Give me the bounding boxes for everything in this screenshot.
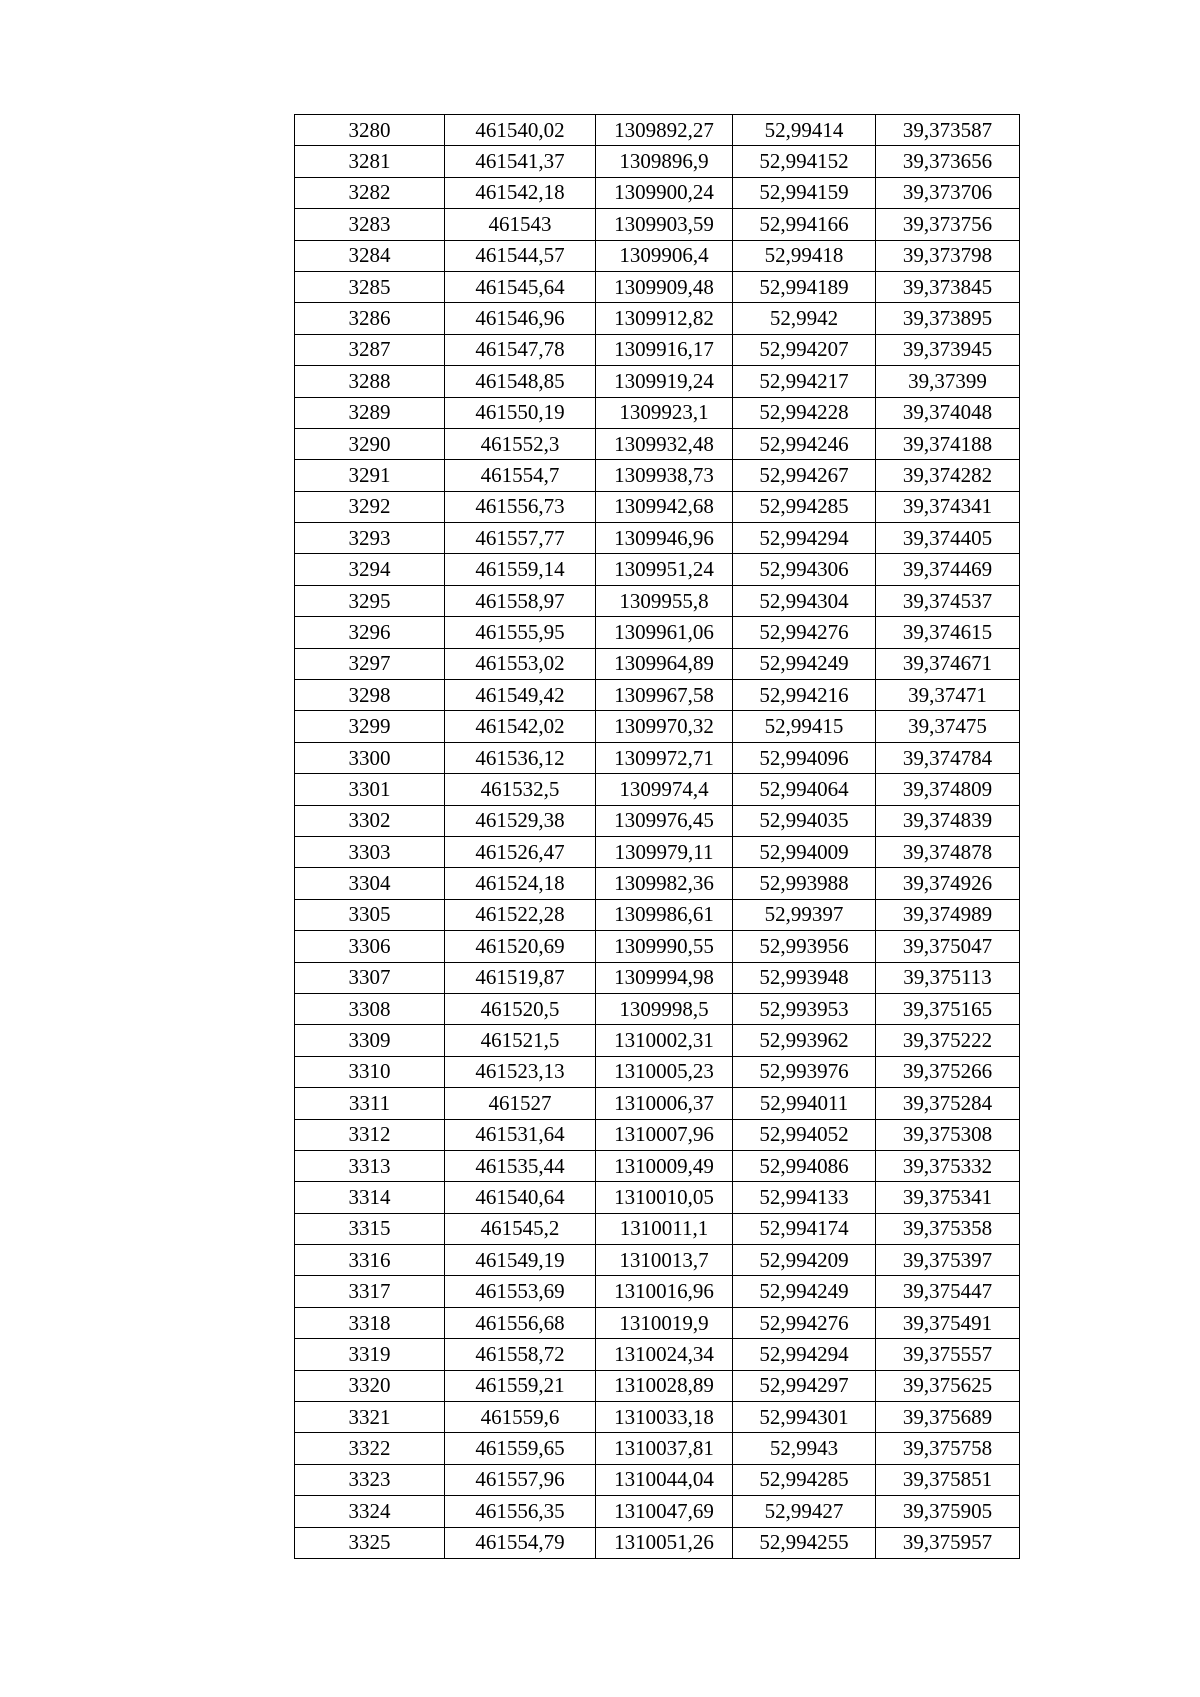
table-row xyxy=(295,742,1020,773)
x-coordinate-cell: 461558,72 xyxy=(445,1339,596,1370)
latitude-cell: 52,9943 xyxy=(733,1433,876,1464)
x-coordinate-cell: 461547,78 xyxy=(445,334,596,365)
latitude-cell: 52,993956 xyxy=(733,931,876,962)
longitude-cell: 39,375266 xyxy=(876,1056,1020,1087)
table-row xyxy=(295,1119,1020,1150)
y-coordinate-cell: 1309964,89 xyxy=(596,648,733,679)
y-coordinate-cell: 1309903,59 xyxy=(596,209,733,240)
table-row xyxy=(295,334,1020,365)
point-number-cell: 3309 xyxy=(295,1025,445,1056)
y-coordinate-cell: 1310033,18 xyxy=(596,1402,733,1433)
longitude-cell: 39,375308 xyxy=(876,1119,1020,1150)
latitude-cell: 52,994285 xyxy=(733,491,876,522)
table-row xyxy=(295,836,1020,867)
x-coordinate-cell: 461531,64 xyxy=(445,1119,596,1150)
coordinates-table xyxy=(294,114,1020,1559)
longitude-cell: 39,374188 xyxy=(876,428,1020,459)
x-coordinate-cell: 461545,2 xyxy=(445,1213,596,1244)
point-number-cell: 3282 xyxy=(295,177,445,208)
x-coordinate-cell: 461544,57 xyxy=(445,240,596,271)
x-coordinate-cell: 461550,19 xyxy=(445,397,596,428)
latitude-cell: 52,994276 xyxy=(733,1307,876,1338)
latitude-cell: 52,994216 xyxy=(733,680,876,711)
point-number-cell: 3295 xyxy=(295,585,445,616)
y-coordinate-cell: 1309970,32 xyxy=(596,711,733,742)
y-coordinate-cell: 1309979,11 xyxy=(596,836,733,867)
latitude-cell: 52,994306 xyxy=(733,554,876,585)
table-row xyxy=(295,523,1020,554)
point-number-cell: 3286 xyxy=(295,303,445,334)
y-coordinate-cell: 1309942,68 xyxy=(596,491,733,522)
latitude-cell: 52,994166 xyxy=(733,209,876,240)
table-row xyxy=(295,1056,1020,1087)
table-row xyxy=(295,115,1020,146)
y-coordinate-cell: 1309967,58 xyxy=(596,680,733,711)
latitude-cell: 52,994159 xyxy=(733,177,876,208)
x-coordinate-cell: 461542,18 xyxy=(445,177,596,208)
point-number-cell: 3312 xyxy=(295,1119,445,1150)
longitude-cell: 39,374615 xyxy=(876,617,1020,648)
table-row xyxy=(295,1370,1020,1401)
y-coordinate-cell: 1310011,1 xyxy=(596,1213,733,1244)
y-coordinate-cell: 1310037,81 xyxy=(596,1433,733,1464)
x-coordinate-cell: 461555,95 xyxy=(445,617,596,648)
table-row xyxy=(295,805,1020,836)
point-number-cell: 3287 xyxy=(295,334,445,365)
table-row xyxy=(295,397,1020,428)
y-coordinate-cell: 1309892,27 xyxy=(596,115,733,146)
latitude-cell: 52,993953 xyxy=(733,993,876,1024)
longitude-cell: 39,375047 xyxy=(876,931,1020,962)
longitude-cell: 39,37399 xyxy=(876,366,1020,397)
longitude-cell: 39,374839 xyxy=(876,805,1020,836)
x-coordinate-cell: 461540,64 xyxy=(445,1182,596,1213)
point-number-cell: 3299 xyxy=(295,711,445,742)
x-coordinate-cell: 461520,5 xyxy=(445,993,596,1024)
latitude-cell: 52,994064 xyxy=(733,774,876,805)
table-row xyxy=(295,491,1020,522)
x-coordinate-cell: 461548,85 xyxy=(445,366,596,397)
point-number-cell: 3306 xyxy=(295,931,445,962)
longitude-cell: 39,373895 xyxy=(876,303,1020,334)
y-coordinate-cell: 1309900,24 xyxy=(596,177,733,208)
latitude-cell: 52,993962 xyxy=(733,1025,876,1056)
coordinates-table-body xyxy=(295,115,1020,1559)
longitude-cell: 39,374048 xyxy=(876,397,1020,428)
latitude-cell: 52,994011 xyxy=(733,1088,876,1119)
latitude-cell: 52,993988 xyxy=(733,868,876,899)
latitude-cell: 52,994086 xyxy=(733,1150,876,1181)
table-row xyxy=(295,585,1020,616)
x-coordinate-cell: 461554,79 xyxy=(445,1527,596,1558)
point-number-cell: 3304 xyxy=(295,868,445,899)
latitude-cell: 52,994249 xyxy=(733,648,876,679)
point-number-cell: 3321 xyxy=(295,1402,445,1433)
table-row xyxy=(295,711,1020,742)
longitude-cell: 39,373756 xyxy=(876,209,1020,240)
point-number-cell: 3297 xyxy=(295,648,445,679)
longitude-cell: 39,373656 xyxy=(876,146,1020,177)
latitude-cell: 52,9942 xyxy=(733,303,876,334)
longitude-cell: 39,374282 xyxy=(876,460,1020,491)
point-number-cell: 3313 xyxy=(295,1150,445,1181)
point-number-cell: 3291 xyxy=(295,460,445,491)
longitude-cell: 39,375689 xyxy=(876,1402,1020,1433)
point-number-cell: 3308 xyxy=(295,993,445,1024)
latitude-cell: 52,994249 xyxy=(733,1276,876,1307)
y-coordinate-cell: 1309909,48 xyxy=(596,271,733,302)
point-number-cell: 3303 xyxy=(295,836,445,867)
latitude-cell: 52,994301 xyxy=(733,1402,876,1433)
table-row xyxy=(295,962,1020,993)
x-coordinate-cell: 461529,38 xyxy=(445,805,596,836)
latitude-cell: 52,99418 xyxy=(733,240,876,271)
y-coordinate-cell: 1310028,89 xyxy=(596,1370,733,1401)
longitude-cell: 39,37475 xyxy=(876,711,1020,742)
table-row xyxy=(295,209,1020,240)
table-row xyxy=(295,1150,1020,1181)
point-number-cell: 3322 xyxy=(295,1433,445,1464)
x-coordinate-cell: 461540,02 xyxy=(445,115,596,146)
y-coordinate-cell: 1309938,73 xyxy=(596,460,733,491)
longitude-cell: 39,374784 xyxy=(876,742,1020,773)
y-coordinate-cell: 1310051,26 xyxy=(596,1527,733,1558)
point-number-cell: 3293 xyxy=(295,523,445,554)
point-number-cell: 3323 xyxy=(295,1464,445,1495)
point-number-cell: 3315 xyxy=(295,1213,445,1244)
point-number-cell: 3325 xyxy=(295,1527,445,1558)
y-coordinate-cell: 1310044,04 xyxy=(596,1464,733,1495)
longitude-cell: 39,375758 xyxy=(876,1433,1020,1464)
longitude-cell: 39,373845 xyxy=(876,271,1020,302)
longitude-cell: 39,374926 xyxy=(876,868,1020,899)
table-row xyxy=(295,774,1020,805)
latitude-cell: 52,994133 xyxy=(733,1182,876,1213)
table-row xyxy=(295,1213,1020,1244)
y-coordinate-cell: 1309946,96 xyxy=(596,523,733,554)
latitude-cell: 52,993976 xyxy=(733,1056,876,1087)
table-row xyxy=(295,1182,1020,1213)
table-row xyxy=(295,1088,1020,1119)
x-coordinate-cell: 461559,21 xyxy=(445,1370,596,1401)
point-number-cell: 3301 xyxy=(295,774,445,805)
table-row xyxy=(295,271,1020,302)
latitude-cell: 52,994304 xyxy=(733,585,876,616)
longitude-cell: 39,375165 xyxy=(876,993,1020,1024)
x-coordinate-cell: 461526,47 xyxy=(445,836,596,867)
point-number-cell: 3298 xyxy=(295,680,445,711)
y-coordinate-cell: 1310024,34 xyxy=(596,1339,733,1370)
latitude-cell: 52,99397 xyxy=(733,899,876,930)
table-row xyxy=(295,1025,1020,1056)
table-row xyxy=(295,617,1020,648)
x-coordinate-cell: 461519,87 xyxy=(445,962,596,993)
longitude-cell: 39,375113 xyxy=(876,962,1020,993)
longitude-cell: 39,375284 xyxy=(876,1088,1020,1119)
x-coordinate-cell: 461522,28 xyxy=(445,899,596,930)
x-coordinate-cell: 461521,5 xyxy=(445,1025,596,1056)
longitude-cell: 39,374469 xyxy=(876,554,1020,585)
latitude-cell: 52,994189 xyxy=(733,271,876,302)
y-coordinate-cell: 1310007,96 xyxy=(596,1119,733,1150)
latitude-cell: 52,994207 xyxy=(733,334,876,365)
table-row xyxy=(295,1433,1020,1464)
table-row xyxy=(295,993,1020,1024)
point-number-cell: 3285 xyxy=(295,271,445,302)
table-row xyxy=(295,460,1020,491)
point-number-cell: 3290 xyxy=(295,428,445,459)
y-coordinate-cell: 1309932,48 xyxy=(596,428,733,459)
table-row xyxy=(295,1307,1020,1338)
x-coordinate-cell: 461557,96 xyxy=(445,1464,596,1495)
y-coordinate-cell: 1310019,9 xyxy=(596,1307,733,1338)
latitude-cell: 52,99414 xyxy=(733,115,876,146)
point-number-cell: 3283 xyxy=(295,209,445,240)
table-row xyxy=(295,428,1020,459)
longitude-cell: 39,375332 xyxy=(876,1150,1020,1181)
x-coordinate-cell: 461557,77 xyxy=(445,523,596,554)
y-coordinate-cell: 1309990,55 xyxy=(596,931,733,962)
point-number-cell: 3310 xyxy=(295,1056,445,1087)
point-number-cell: 3300 xyxy=(295,742,445,773)
y-coordinate-cell: 1309912,82 xyxy=(596,303,733,334)
table-row xyxy=(295,554,1020,585)
latitude-cell: 52,99415 xyxy=(733,711,876,742)
y-coordinate-cell: 1309951,24 xyxy=(596,554,733,585)
latitude-cell: 52,994052 xyxy=(733,1119,876,1150)
latitude-cell: 52,994255 xyxy=(733,1527,876,1558)
longitude-cell: 39,374341 xyxy=(876,491,1020,522)
latitude-cell: 52,994228 xyxy=(733,397,876,428)
table-row xyxy=(295,680,1020,711)
point-number-cell: 3296 xyxy=(295,617,445,648)
x-coordinate-cell: 461545,64 xyxy=(445,271,596,302)
y-coordinate-cell: 1310005,23 xyxy=(596,1056,733,1087)
point-number-cell: 3314 xyxy=(295,1182,445,1213)
y-coordinate-cell: 1309906,4 xyxy=(596,240,733,271)
x-coordinate-cell: 461558,97 xyxy=(445,585,596,616)
x-coordinate-cell: 461536,12 xyxy=(445,742,596,773)
longitude-cell: 39,373798 xyxy=(876,240,1020,271)
y-coordinate-cell: 1309896,9 xyxy=(596,146,733,177)
latitude-cell: 52,993948 xyxy=(733,962,876,993)
table-row xyxy=(295,1464,1020,1495)
longitude-cell: 39,375341 xyxy=(876,1182,1020,1213)
point-number-cell: 3316 xyxy=(295,1245,445,1276)
y-coordinate-cell: 1309972,71 xyxy=(596,742,733,773)
table-row xyxy=(295,868,1020,899)
x-coordinate-cell: 461527 xyxy=(445,1088,596,1119)
longitude-cell: 39,374405 xyxy=(876,523,1020,554)
y-coordinate-cell: 1310013,7 xyxy=(596,1245,733,1276)
y-coordinate-cell: 1309998,5 xyxy=(596,993,733,1024)
longitude-cell: 39,375905 xyxy=(876,1496,1020,1527)
table-row xyxy=(295,303,1020,334)
latitude-cell: 52,994267 xyxy=(733,460,876,491)
longitude-cell: 39,374989 xyxy=(876,899,1020,930)
table-row xyxy=(295,1496,1020,1527)
y-coordinate-cell: 1309982,36 xyxy=(596,868,733,899)
x-coordinate-cell: 461524,18 xyxy=(445,868,596,899)
longitude-cell: 39,375491 xyxy=(876,1307,1020,1338)
y-coordinate-cell: 1309955,8 xyxy=(596,585,733,616)
point-number-cell: 3305 xyxy=(295,899,445,930)
point-number-cell: 3289 xyxy=(295,397,445,428)
latitude-cell: 52,994009 xyxy=(733,836,876,867)
y-coordinate-cell: 1309994,98 xyxy=(596,962,733,993)
y-coordinate-cell: 1310009,49 xyxy=(596,1150,733,1181)
longitude-cell: 39,374809 xyxy=(876,774,1020,805)
point-number-cell: 3294 xyxy=(295,554,445,585)
x-coordinate-cell: 461541,37 xyxy=(445,146,596,177)
latitude-cell: 52,994217 xyxy=(733,366,876,397)
point-number-cell: 3311 xyxy=(295,1088,445,1119)
table-row xyxy=(295,177,1020,208)
table-row xyxy=(295,931,1020,962)
y-coordinate-cell: 1310010,05 xyxy=(596,1182,733,1213)
point-number-cell: 3320 xyxy=(295,1370,445,1401)
point-number-cell: 3288 xyxy=(295,366,445,397)
point-number-cell: 3284 xyxy=(295,240,445,271)
latitude-cell: 52,994152 xyxy=(733,146,876,177)
latitude-cell: 52,994035 xyxy=(733,805,876,836)
point-number-cell: 3318 xyxy=(295,1307,445,1338)
y-coordinate-cell: 1309919,24 xyxy=(596,366,733,397)
longitude-cell: 39,375625 xyxy=(876,1370,1020,1401)
latitude-cell: 52,994294 xyxy=(733,523,876,554)
table-row xyxy=(295,1276,1020,1307)
y-coordinate-cell: 1309974,4 xyxy=(596,774,733,805)
y-coordinate-cell: 1310002,31 xyxy=(596,1025,733,1056)
longitude-cell: 39,375397 xyxy=(876,1245,1020,1276)
table-row xyxy=(295,240,1020,271)
x-coordinate-cell: 461559,6 xyxy=(445,1402,596,1433)
x-coordinate-cell: 461523,13 xyxy=(445,1056,596,1087)
longitude-cell: 39,373706 xyxy=(876,177,1020,208)
point-number-cell: 3280 xyxy=(295,115,445,146)
longitude-cell: 39,375222 xyxy=(876,1025,1020,1056)
table-row xyxy=(295,1245,1020,1276)
x-coordinate-cell: 461553,69 xyxy=(445,1276,596,1307)
y-coordinate-cell: 1309916,17 xyxy=(596,334,733,365)
latitude-cell: 52,994209 xyxy=(733,1245,876,1276)
point-number-cell: 3319 xyxy=(295,1339,445,1370)
y-coordinate-cell: 1309986,61 xyxy=(596,899,733,930)
longitude-cell: 39,37471 xyxy=(876,680,1020,711)
longitude-cell: 39,373587 xyxy=(876,115,1020,146)
x-coordinate-cell: 461532,5 xyxy=(445,774,596,805)
table-row xyxy=(295,366,1020,397)
point-number-cell: 3307 xyxy=(295,962,445,993)
x-coordinate-cell: 461543 xyxy=(445,209,596,240)
y-coordinate-cell: 1309976,45 xyxy=(596,805,733,836)
table-row xyxy=(295,146,1020,177)
table-row xyxy=(295,1339,1020,1370)
latitude-cell: 52,994285 xyxy=(733,1464,876,1495)
table-row xyxy=(295,1402,1020,1433)
longitude-cell: 39,373945 xyxy=(876,334,1020,365)
y-coordinate-cell: 1310016,96 xyxy=(596,1276,733,1307)
latitude-cell: 52,99427 xyxy=(733,1496,876,1527)
x-coordinate-cell: 461552,3 xyxy=(445,428,596,459)
y-coordinate-cell: 1309923,1 xyxy=(596,397,733,428)
x-coordinate-cell: 461559,14 xyxy=(445,554,596,585)
point-number-cell: 3324 xyxy=(295,1496,445,1527)
x-coordinate-cell: 461520,69 xyxy=(445,931,596,962)
y-coordinate-cell: 1309961,06 xyxy=(596,617,733,648)
x-coordinate-cell: 461553,02 xyxy=(445,648,596,679)
y-coordinate-cell: 1310047,69 xyxy=(596,1496,733,1527)
point-number-cell: 3317 xyxy=(295,1276,445,1307)
latitude-cell: 52,994276 xyxy=(733,617,876,648)
point-number-cell: 3302 xyxy=(295,805,445,836)
longitude-cell: 39,374537 xyxy=(876,585,1020,616)
x-coordinate-cell: 461554,7 xyxy=(445,460,596,491)
table-row xyxy=(295,648,1020,679)
longitude-cell: 39,374878 xyxy=(876,836,1020,867)
table-row xyxy=(295,899,1020,930)
x-coordinate-cell: 461559,65 xyxy=(445,1433,596,1464)
x-coordinate-cell: 461549,42 xyxy=(445,680,596,711)
longitude-cell: 39,374671 xyxy=(876,648,1020,679)
latitude-cell: 52,994096 xyxy=(733,742,876,773)
latitude-cell: 52,994297 xyxy=(733,1370,876,1401)
latitude-cell: 52,994174 xyxy=(733,1213,876,1244)
x-coordinate-cell: 461549,19 xyxy=(445,1245,596,1276)
longitude-cell: 39,375851 xyxy=(876,1464,1020,1495)
longitude-cell: 39,375957 xyxy=(876,1527,1020,1558)
longitude-cell: 39,375447 xyxy=(876,1276,1020,1307)
x-coordinate-cell: 461542,02 xyxy=(445,711,596,742)
longitude-cell: 39,375557 xyxy=(876,1339,1020,1370)
x-coordinate-cell: 461556,35 xyxy=(445,1496,596,1527)
longitude-cell: 39,375358 xyxy=(876,1213,1020,1244)
x-coordinate-cell: 461535,44 xyxy=(445,1150,596,1181)
point-number-cell: 3281 xyxy=(295,146,445,177)
latitude-cell: 52,994246 xyxy=(733,428,876,459)
x-coordinate-cell: 461556,73 xyxy=(445,491,596,522)
x-coordinate-cell: 461546,96 xyxy=(445,303,596,334)
table-row xyxy=(295,1527,1020,1558)
y-coordinate-cell: 1310006,37 xyxy=(596,1088,733,1119)
x-coordinate-cell: 461556,68 xyxy=(445,1307,596,1338)
latitude-cell: 52,994294 xyxy=(733,1339,876,1370)
point-number-cell: 3292 xyxy=(295,491,445,522)
